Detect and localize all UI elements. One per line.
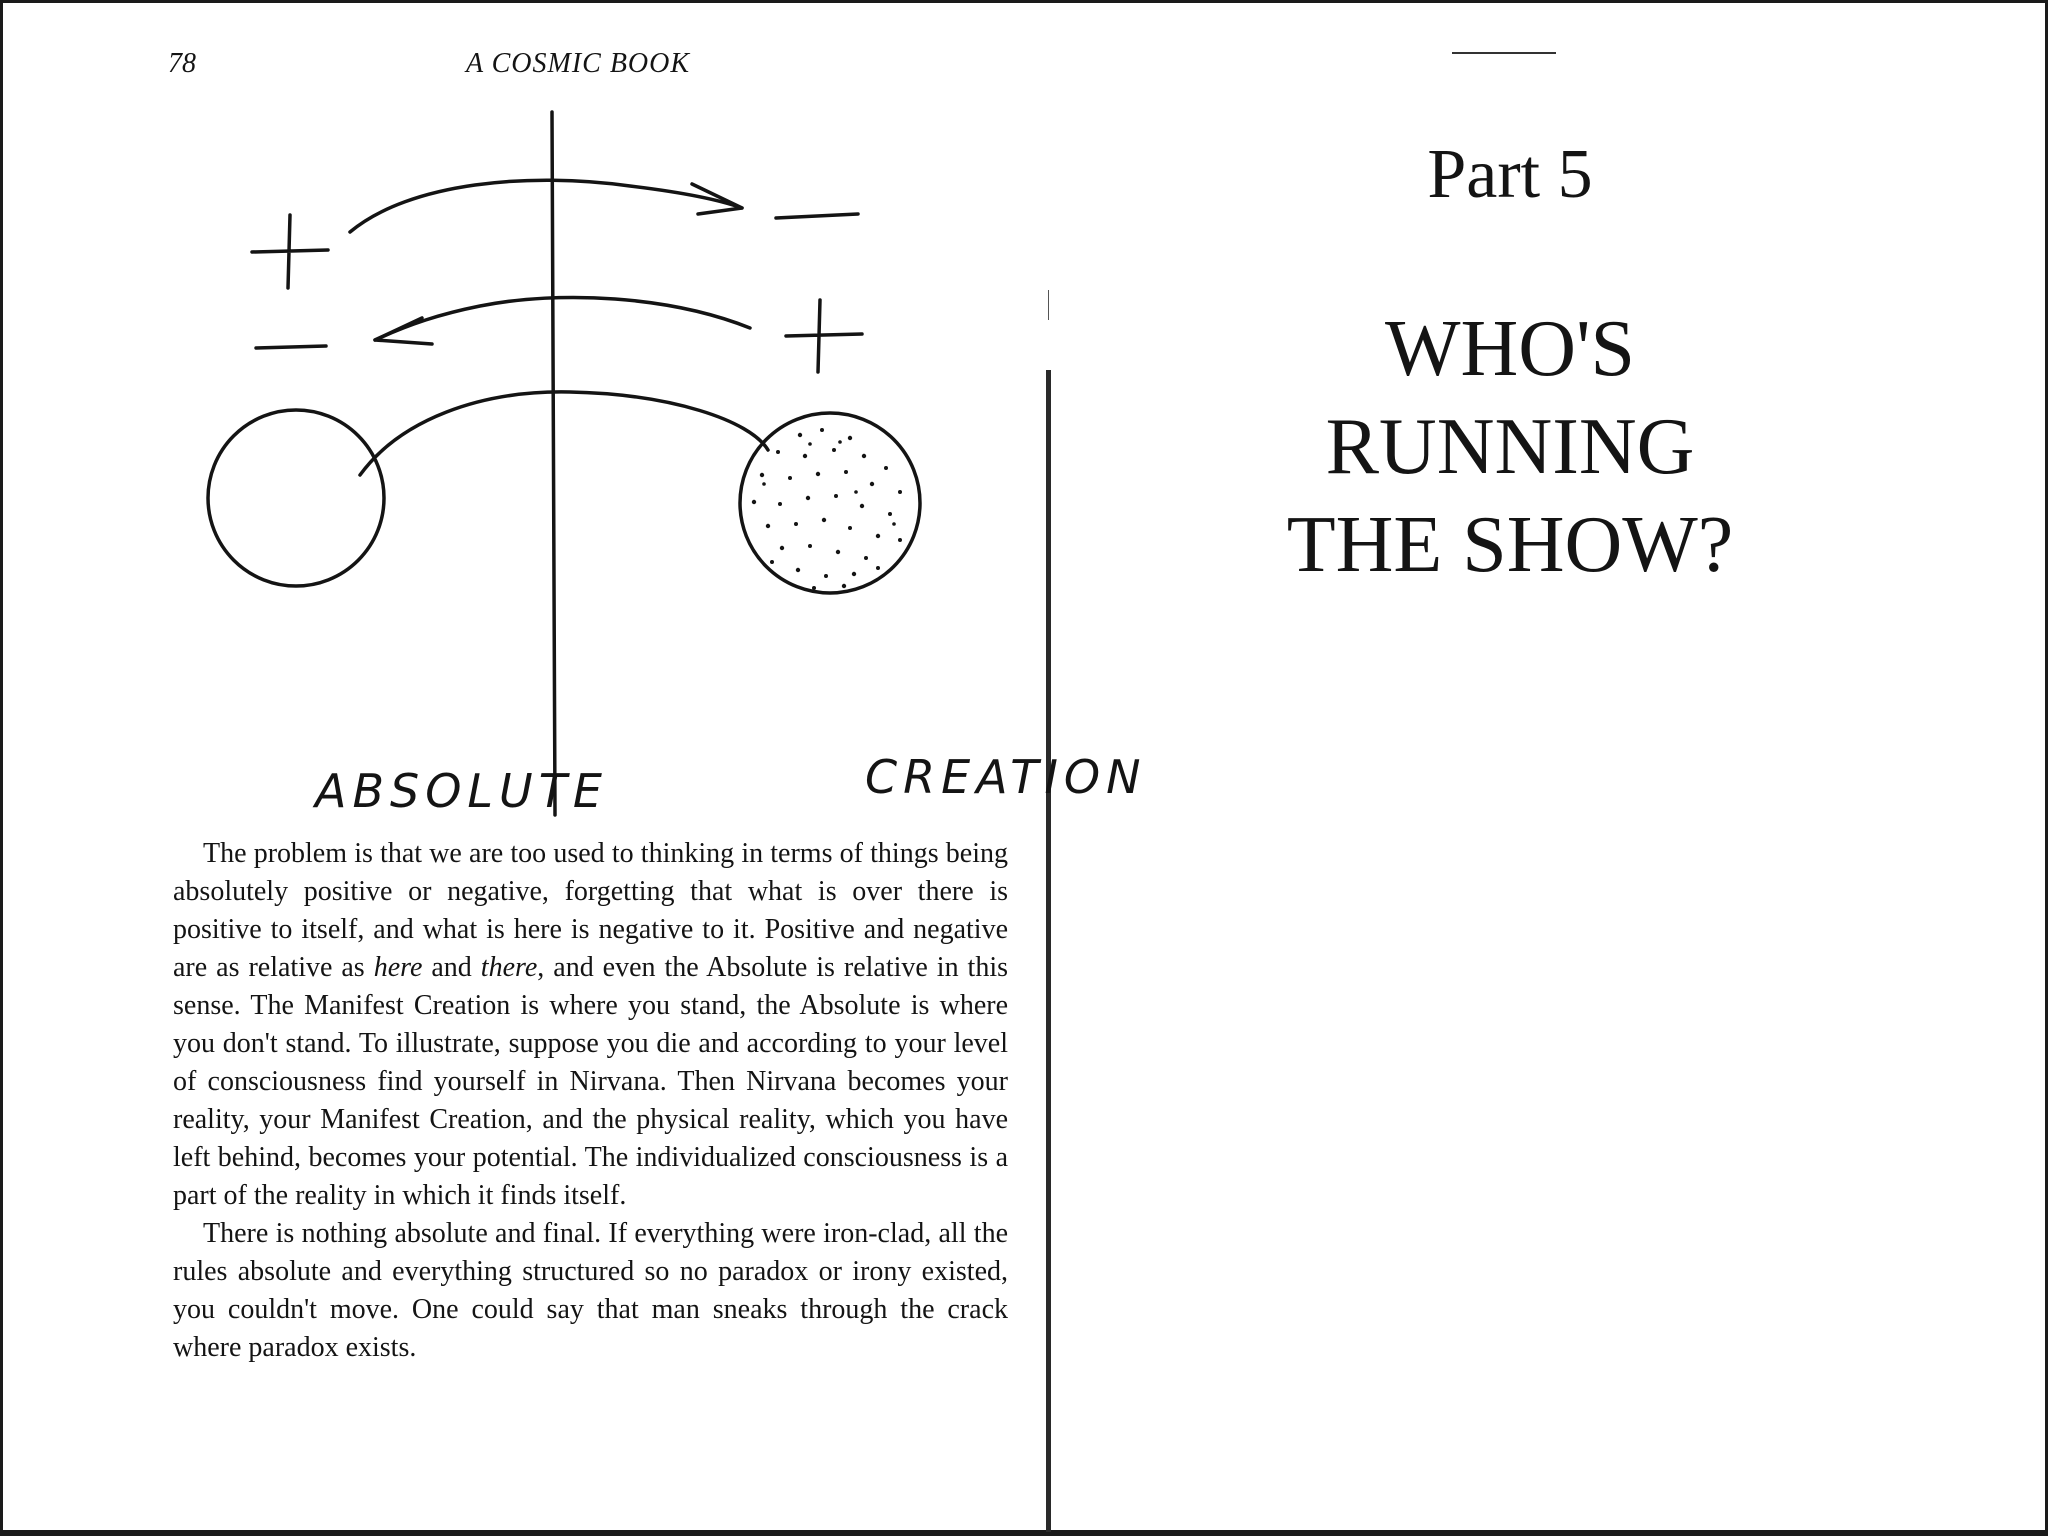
body-text: [173, 835, 1008, 1367]
top-rule: [1452, 52, 1556, 54]
paragraph-2: There is nothing absolute and final. If everything were iron-clad, all the rules absolute and everything structured so no paradox or irony existed, you couldn't move. One could say that man sneaks through the crack where paradox exists.: [173, 1218, 1008, 1363]
paragraph-1: [173, 835, 1008, 1215]
creation-stipple: [752, 428, 902, 590]
minus-sign-top-right: [776, 214, 858, 218]
book-gutter-mark: [1048, 290, 1049, 320]
paragraph-1-emphasis-here: here: [373, 952, 423, 983]
plus-sign-middle-right: [786, 300, 862, 372]
paragraph-1-emphasis-there: there: [480, 952, 538, 983]
absolute-circle: [208, 410, 384, 586]
minus-sign-middle-left: [256, 346, 326, 348]
part-label: Part 5: [1427, 136, 1593, 213]
label-absolute: ABSOLUTE: [315, 764, 608, 818]
polarity-diagram: [150, 100, 1147, 830]
diagram-drawing: [150, 100, 1030, 830]
page-number: 78: [168, 48, 196, 79]
top-arrow: [350, 180, 742, 232]
book-gutter: [1046, 370, 1051, 1532]
middle-arrow: [375, 297, 750, 340]
connecting-arc: [360, 392, 768, 475]
part-title-line-2: RUNNING: [1325, 403, 1695, 491]
part-title: [1180, 300, 1840, 594]
creation-circle: [740, 413, 920, 593]
scan-edge-top: [0, 0, 2048, 3]
paragraph-1-text-c: , and even the Absolute is relative in this sense. The Manifest Creation is where you stand, the Absolute is where you don't stand. To illustrate, suppose you die and according to your level of consciousness find yourself in Nirvana. Then Nirvana becomes your reality, your Manifest Creation, and the physical reality, which you have left behind, becomes your potential. The individualized consciousness is a part of the reality in which it finds itself.: [173, 952, 1009, 1211]
scan-edge-left: [0, 0, 3, 1536]
paragraph-1-text-a: The problem is that we are too used to thinking in terms of things being absolutely positive or negative, forgetting that what is over there is positive to itself, and what is here is negative to it. Positive and negative are as relative as: [173, 838, 1008, 983]
part-title-line-1: WHO'S: [1385, 305, 1635, 393]
part-title-line-3: THE SHOW?: [1286, 501, 1734, 589]
label-creation: CREATION: [865, 750, 1147, 804]
scan-edge-bottom: [0, 1530, 2048, 1536]
plus-sign-top-left: [252, 215, 328, 288]
divider-line: [552, 112, 555, 815]
running-head: A COSMIC BOOK: [466, 48, 691, 79]
paragraph-1-text-b: and: [422, 952, 481, 983]
